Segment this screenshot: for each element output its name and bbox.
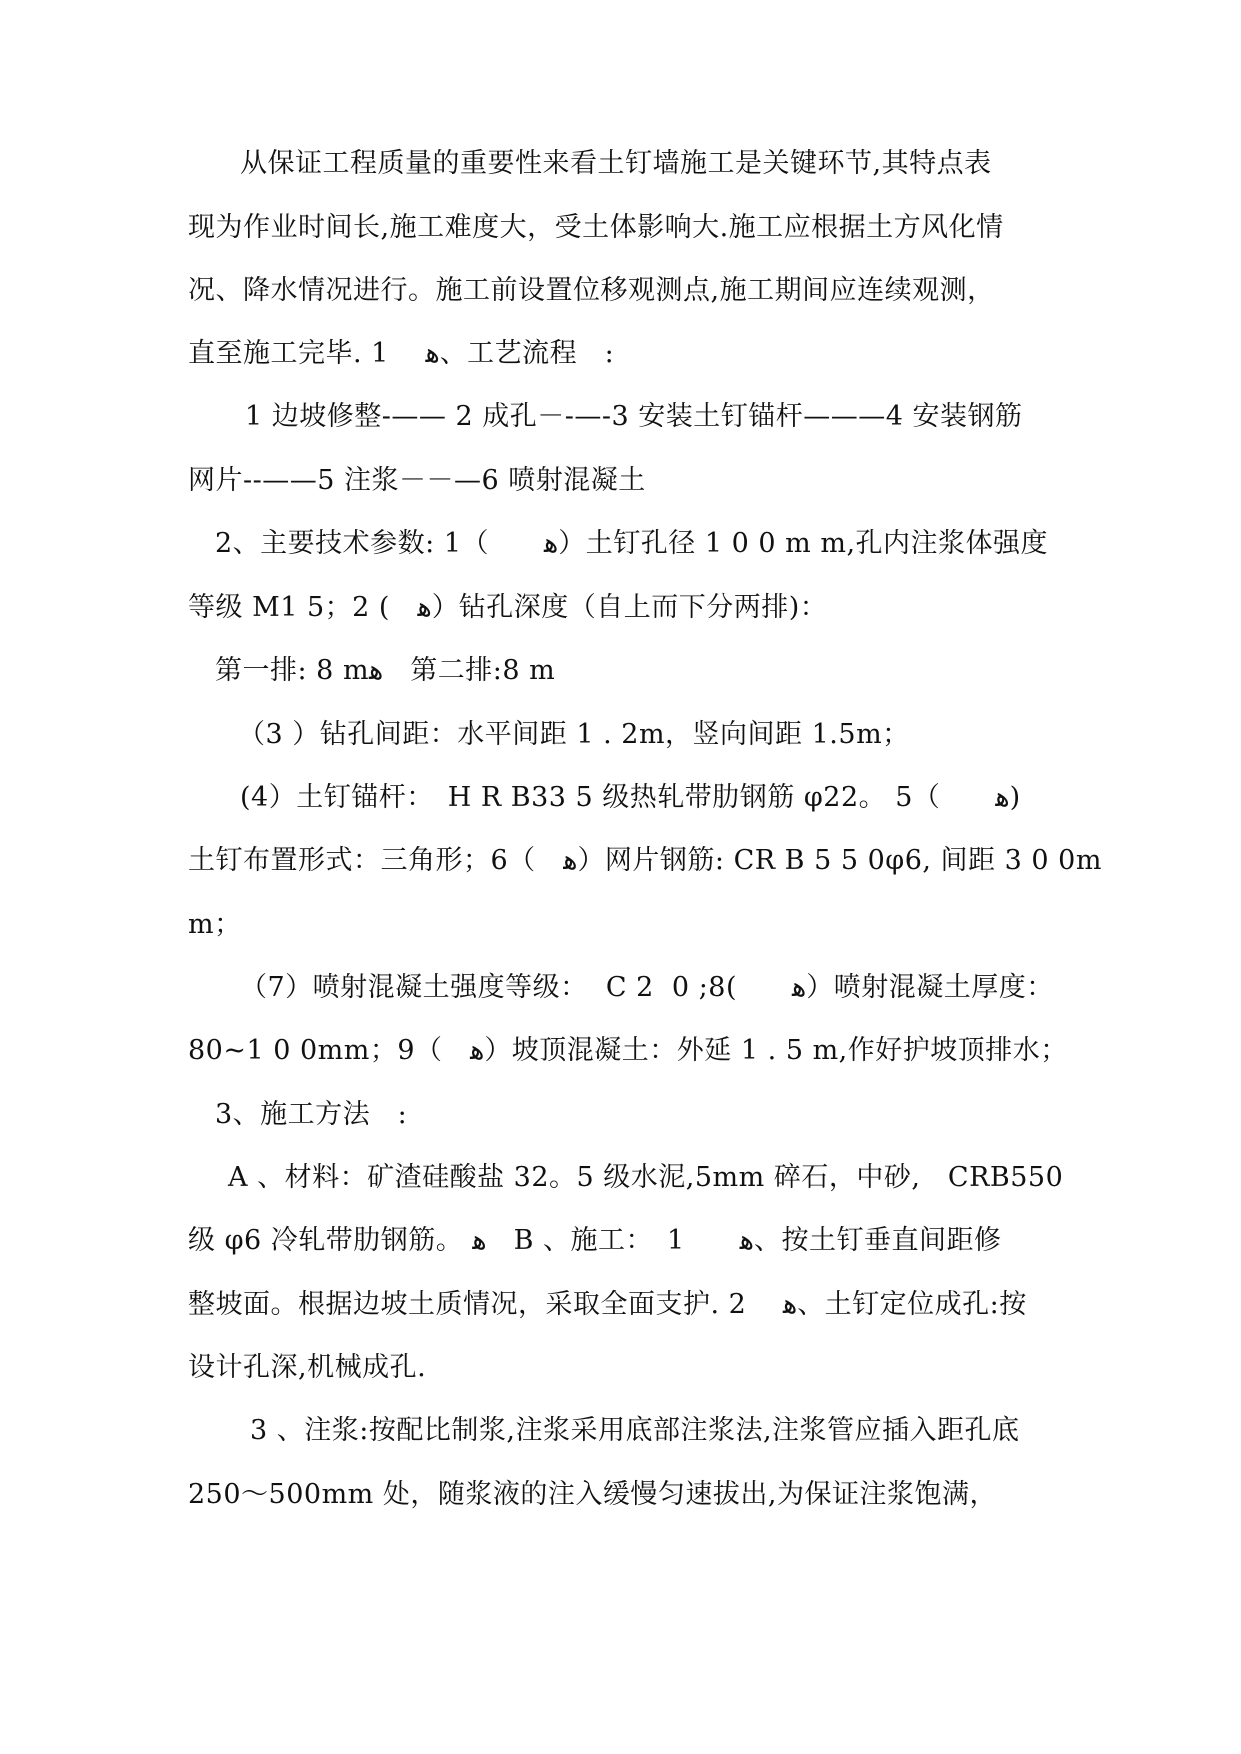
paragraph-line: 80~1 0 0mm；9（ ﻫ）坡顶混凝土：外延 1 . 5 m,作好护坡顶排水； xyxy=(188,1035,1068,1066)
paragraph-line: 2、主要技术参数: 1（ ﻫ）土钉孔径 1 0 0 m m,孔内注浆体强度 xyxy=(215,528,1049,559)
paragraph-line: 级 φ6 冷轧带肋钢筋。 ﻫ B 、施工： 1 ﻫ、按土钉垂直间距修 xyxy=(188,1225,1002,1256)
paragraph-line: 1 边坡修整-—— 2 成孔－-—-3 安装土钉锚杆———4 安装钢筋 xyxy=(245,401,1023,432)
paragraph-line: 土钉布置形式：三角形；6（ ﻫ）网片钢筋: CR B 5 5 0φ6, 间距 3 0 0m xyxy=(188,845,1102,876)
paragraph-line: 整坡面。根据边坡土质情况，采取全面支护. 2 ﻫ、土钉定位成孔:按 xyxy=(188,1289,1027,1320)
paragraph-line: (4）土钉锚杆： H R B33 5 级热轧带肋钢筋 φ22。 5（ ﻫ) xyxy=(240,782,1021,813)
paragraph-line: m； xyxy=(188,909,242,940)
paragraph-line: 网片--——5 注浆－－—6 喷射混凝土 xyxy=(188,465,646,496)
paragraph-line: 250～500mm 处，随浆液的注入缓慢匀速拔出,为保证注浆饱满， xyxy=(188,1479,997,1510)
paragraph-line: 设计孔深,机械成孔. xyxy=(188,1352,427,1383)
paragraph-line: 等级 M1 5；2 ( ﻫ）钻孔深度（自上而下分两排)： xyxy=(188,592,828,623)
paragraph-line: 3 、注浆:按配比制浆,注浆采用底部注浆法,注浆管应插入距孔底 xyxy=(250,1415,1020,1446)
paragraph-line: 直至施工完毕. 1 ﻿ﻫ、工艺流程 : xyxy=(188,338,615,369)
paragraph-line: （3 ）钻孔间距：水平间距 1 . 2m，竖向间距 1.5m； xyxy=(238,719,910,750)
paragraph-line: 况、降水情况进行。施工前设置位移观测点,施工期间应连续观测， xyxy=(188,275,995,306)
paragraph-line: 第一排: 8 mﻫ 第二排:8 m xyxy=(215,655,556,686)
paragraph-line: （7）喷射混凝土强度等级： C 2 0 ;8( ﻫ）喷射混凝土厚度： xyxy=(240,972,1054,1003)
paragraph-line: A 、材料：矿渣硅酸盐 32。5 级水泥,5mm 碎石，中砂, CRB550 xyxy=(228,1162,1064,1193)
paragraph-line: 现为作业时间长,施工难度大，受土体影响大.施工应根据土方风化情 xyxy=(188,212,1004,243)
paragraph-line: 3、施工方法 : xyxy=(215,1099,408,1130)
paragraph-line: 从保证工程质量的重要性来看土钉墙施工是关键环节,其特点表 xyxy=(240,148,992,179)
